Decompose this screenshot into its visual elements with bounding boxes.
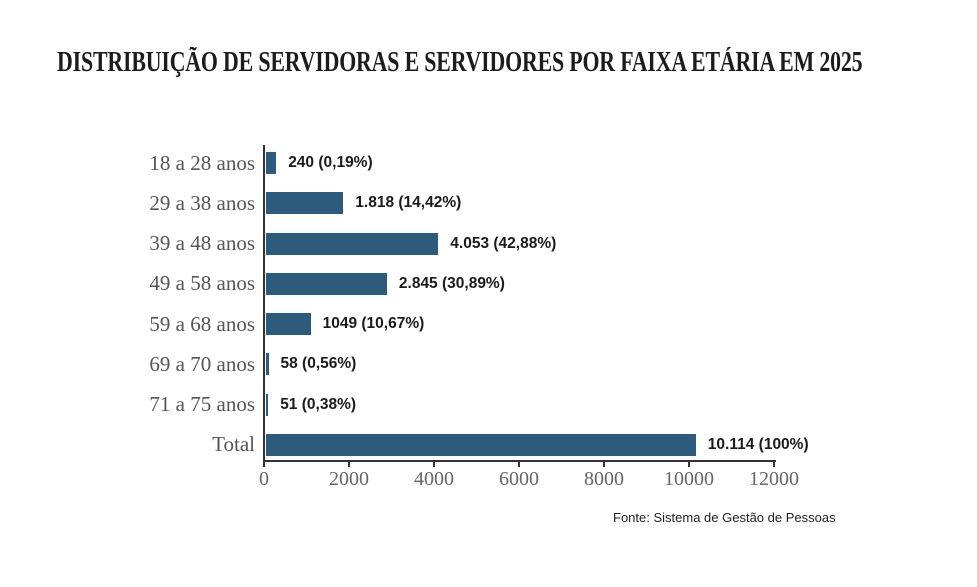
value-label: 240 (0,19%): [288, 154, 373, 172]
x-tick-label: 6000: [499, 468, 539, 490]
value-label: 4.053 (42,88%): [450, 234, 557, 252]
bar: [266, 152, 276, 174]
category-label: 71 a 75 anos: [149, 392, 255, 417]
bar: [266, 192, 343, 214]
source-caption: Fonte: Sistema de Gestão de Pessoas: [613, 510, 836, 525]
chart-row: [0, 264, 977, 304]
value-label: 1.818 (14,42%): [355, 194, 462, 212]
x-tick: [518, 460, 520, 467]
chart-row: [0, 344, 977, 384]
bar: [266, 394, 268, 416]
value-label: 51 (0,38%): [280, 395, 357, 413]
category-label: Total: [212, 432, 255, 457]
x-tick: [773, 460, 775, 467]
x-tick-label: 0: [259, 468, 269, 490]
chart-row: [0, 224, 977, 264]
bar-chart: [0, 143, 977, 465]
bar: [266, 233, 438, 255]
x-tick: [263, 460, 265, 467]
x-tick-label: 10000: [664, 468, 714, 490]
x-tick-label: 12000: [749, 468, 799, 490]
chart-title: DISTRIBUIÇÃO DE SERVIDORAS E SERVIDORES POR FAIXA ETÁRIA EM 2025: [57, 47, 863, 78]
category-label: 49 a 58 anos: [149, 271, 255, 296]
chart-row: [0, 183, 977, 223]
x-tick: [688, 460, 690, 467]
category-label: 18 a 28 anos: [149, 150, 255, 175]
chart-row: [0, 425, 977, 465]
category-label: 59 a 68 anos: [149, 311, 255, 336]
category-label: 29 a 38 anos: [149, 190, 255, 215]
category-label: 69 a 70 anos: [149, 351, 255, 376]
x-tick-label: 2000: [329, 468, 369, 490]
value-label: 1049 (10,67%): [322, 315, 425, 333]
value-label: 10.114 (100%): [707, 435, 809, 453]
chart-row: [0, 385, 977, 425]
x-tick: [348, 460, 350, 467]
x-tick: [603, 460, 605, 467]
value-label: 58 (0,56%): [280, 355, 357, 373]
x-tick-label: 8000: [584, 468, 624, 490]
bar: [266, 273, 387, 295]
x-tick-label: 4000: [414, 468, 454, 490]
chart-row: [0, 304, 977, 344]
bar: [266, 313, 311, 335]
value-label: 2.845 (30,89%): [398, 274, 505, 292]
chart-row: [0, 143, 977, 183]
category-label: 39 a 48 anos: [149, 231, 255, 256]
x-tick: [433, 460, 435, 467]
bar: [266, 434, 696, 456]
bar: [266, 353, 269, 375]
